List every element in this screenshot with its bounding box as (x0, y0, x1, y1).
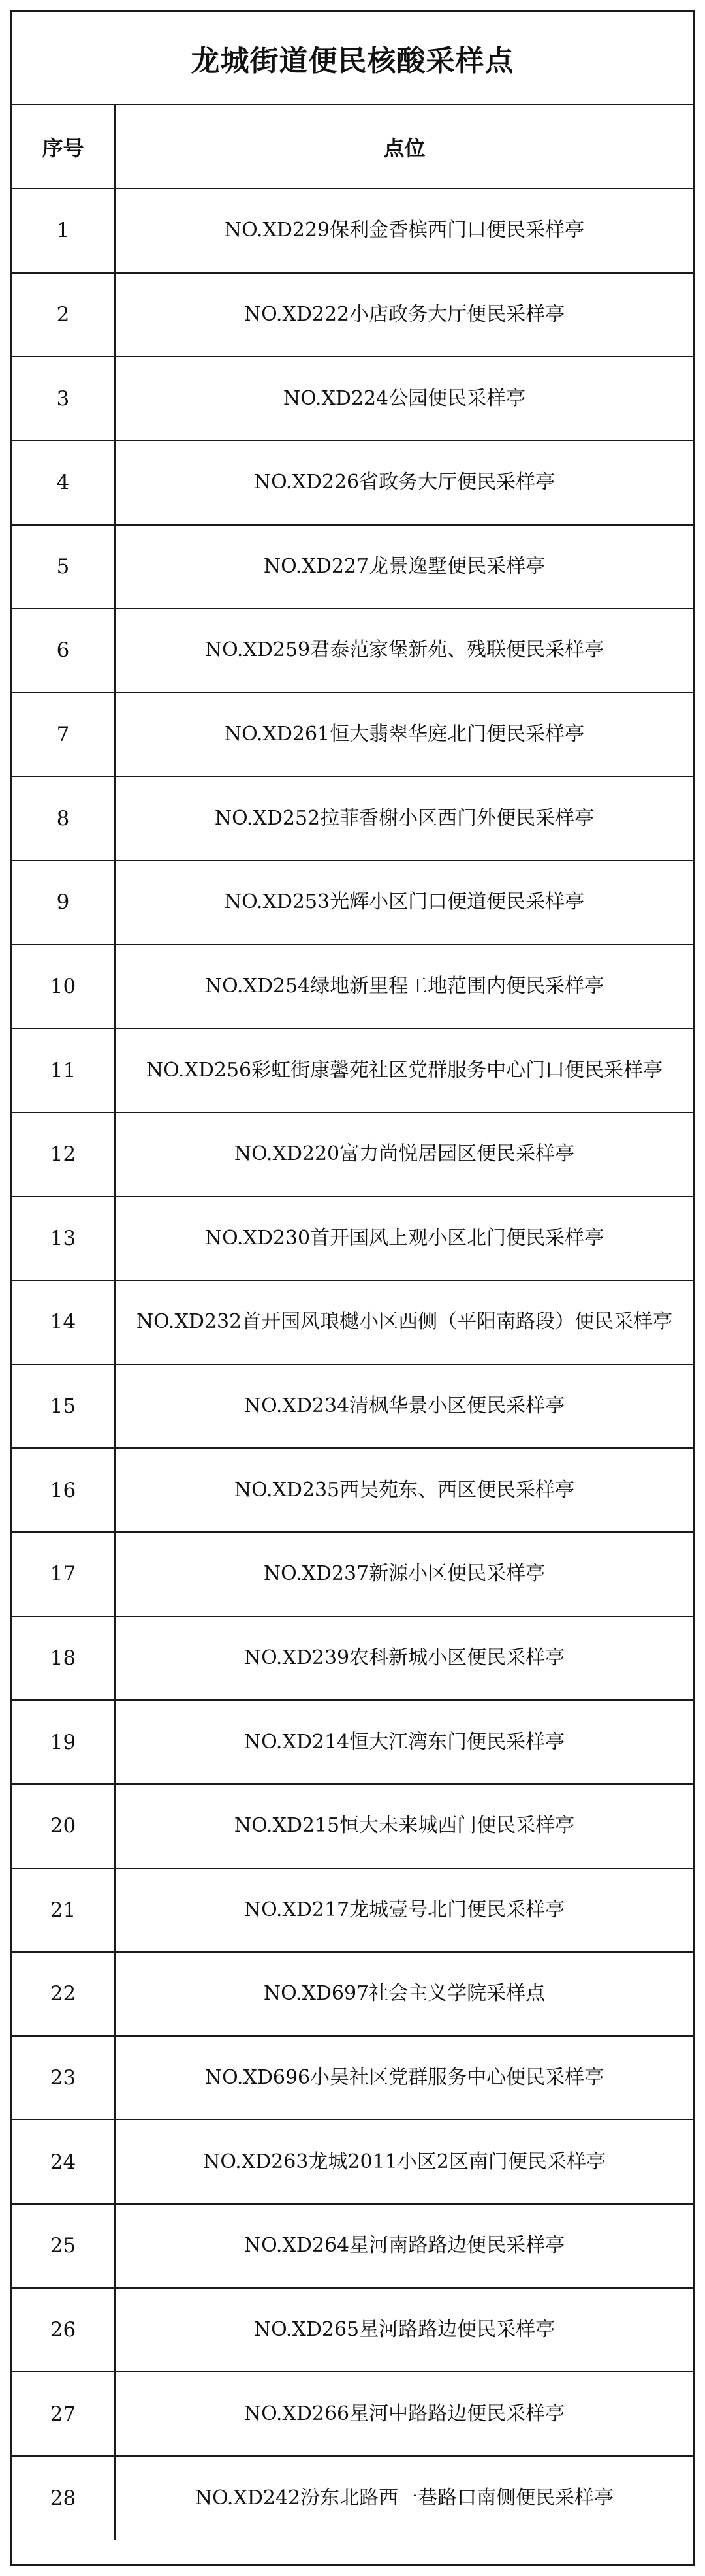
table-row (12, 2036, 693, 2120)
row-location: NO.XD232首开国风琅樾小区西侧（平阳南路段）便民采样亭 (115, 1280, 693, 1364)
table-row (12, 525, 693, 609)
row-location: NO.XD234清枫华景小区便民采样亭 (115, 1364, 693, 1449)
header-location: 点位 (383, 135, 426, 161)
row-location: NO.XD215恒大未来城西门便民采样亭 (115, 1784, 693, 1868)
row-location: NO.XD235西吴苑东、西区便民采样亭 (115, 1448, 693, 1532)
table-row (12, 2288, 693, 2372)
table-row (12, 2372, 693, 2456)
row-number: 12 (12, 1112, 115, 1197)
table-row (12, 1280, 693, 1364)
row-number: 27 (12, 2372, 115, 2456)
page-title: 龙城街道便民核酸采样点 (12, 12, 693, 105)
row-location: NO.XD230首开国风上观小区北门便民采样亭 (115, 1197, 693, 1281)
row-location: NO.XD266星河中路路边便民采样亭 (115, 2372, 693, 2456)
row-number: 19 (12, 1700, 115, 1784)
row-number: 8 (12, 776, 115, 860)
table-row (12, 2204, 693, 2288)
table-row (12, 441, 693, 525)
row-number: 9 (12, 860, 115, 945)
row-number: 22 (12, 1952, 115, 2036)
table-row (12, 608, 693, 693)
table-row (12, 2120, 693, 2204)
table-header-row (12, 105, 693, 189)
row-location: NO.XD217龙城壹号北门便民采样亭 (115, 1868, 693, 1953)
row-location: NO.XD264星河南路路边便民采样亭 (115, 2204, 693, 2288)
row-location: NO.XD254绿地新里程工地范围内便民采样亭 (115, 945, 693, 1029)
table-row (12, 1952, 693, 2036)
sampling-points-sheet (10, 10, 695, 2566)
row-location: NO.XD259君泰范家堡新苑、残联便民采样亭 (115, 608, 693, 693)
row-number: 16 (12, 1448, 115, 1532)
table-row (12, 1868, 693, 1953)
row-number: 4 (12, 441, 115, 525)
row-number: 15 (12, 1364, 115, 1449)
row-location: NO.XD229保利金香槟西门口便民采样亭 (115, 189, 693, 273)
row-location: NO.XD697社会主义学院采样点 (115, 1952, 693, 2036)
header-no: 序号 (12, 105, 115, 189)
row-location: NO.XD214恒大江湾东门便民采样亭 (115, 1700, 693, 1784)
row-location: NO.XD220富力尚悦居园区便民采样亭 (115, 1112, 693, 1197)
row-location: NO.XD237新源小区便民采样亭 (115, 1532, 693, 1616)
row-number: 17 (12, 1532, 115, 1616)
row-location: NO.XD696小吴社区党群服务中心便民采样亭 (115, 2036, 693, 2120)
row-location: NO.XD227龙景逸墅便民采样亭 (115, 525, 693, 609)
row-location: NO.XD224公园便民采样亭 (115, 356, 693, 441)
table-row (12, 860, 693, 945)
row-location: NO.XD253光辉小区门口便道便民采样亭 (115, 860, 693, 945)
table-row (12, 356, 693, 441)
row-location: NO.XD256彩虹街康馨苑社区党群服务中心门口便民采样亭 (115, 1028, 693, 1112)
row-number: 25 (12, 2204, 115, 2288)
table-row (12, 189, 693, 273)
table-row (12, 776, 693, 860)
table-row (12, 1028, 693, 1112)
table-row (12, 1616, 693, 1701)
row-number: 11 (12, 1028, 115, 1112)
row-number: 7 (12, 693, 115, 777)
row-number: 18 (12, 1616, 115, 1701)
row-number: 24 (12, 2120, 115, 2204)
table-row (12, 1112, 693, 1197)
table-row (12, 1784, 693, 1868)
row-number: 5 (12, 525, 115, 609)
row-location: NO.XD265星河路路边便民采样亭 (115, 2288, 693, 2372)
row-number: 1 (12, 189, 115, 273)
sampling-points-table (12, 105, 693, 2540)
table-row (12, 1197, 693, 1281)
row-number: 20 (12, 1784, 115, 1868)
row-location: NO.XD226省政务大厅便民采样亭 (115, 441, 693, 525)
row-location: NO.XD242汾东北路西一巷路口南侧便民采样亭 (115, 2456, 693, 2540)
row-location: NO.XD261恒大翡翠华庭北门便民采样亭 (115, 693, 693, 777)
row-location: NO.XD222小店政务大厅便民采样亭 (115, 273, 693, 357)
row-number: 23 (12, 2036, 115, 2120)
table-row (12, 945, 693, 1029)
table-row (12, 1700, 693, 1784)
row-number: 10 (12, 945, 115, 1029)
row-number: 6 (12, 608, 115, 693)
table-row (12, 1448, 693, 1532)
table-row (12, 1532, 693, 1616)
row-number: 13 (12, 1197, 115, 1281)
table-row (12, 273, 693, 357)
row-location: NO.XD252拉菲香榭小区西门外便民采样亭 (115, 776, 693, 860)
row-number: 3 (12, 356, 115, 441)
table-row (12, 693, 693, 777)
row-location: NO.XD263龙城2011小区2区南门便民采样亭 (115, 2120, 693, 2204)
row-number: 14 (12, 1280, 115, 1364)
row-number: 28 (12, 2456, 115, 2540)
table-row (12, 1364, 693, 1449)
row-number: 26 (12, 2288, 115, 2372)
row-number: 21 (12, 1868, 115, 1953)
table-row (12, 2456, 693, 2540)
row-number: 2 (12, 273, 115, 357)
row-location: NO.XD239农科新城小区便民采样亭 (115, 1616, 693, 1701)
